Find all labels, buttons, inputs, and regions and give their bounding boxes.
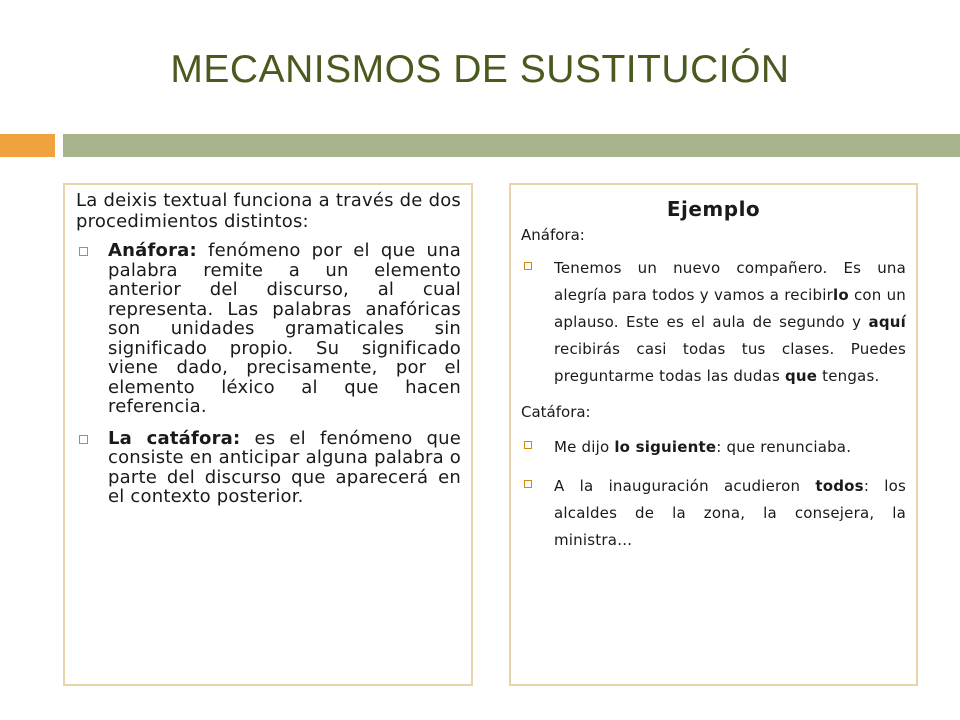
anafora-description: fenómeno por el que una palabra remite a un elemento anterior del discurso, al cual representa. Las palabras anafóricas son unidades gramaticales sin significado propio. Su significado viene dado, precisamente, por el elemento léxico al que hacen referencia. bbox=[108, 240, 461, 417]
slide-title: MECANISMOS DE SUSTITUCIÓN bbox=[170, 48, 790, 91]
anafora-example-text bbox=[554, 255, 906, 390]
catafora-example-item bbox=[521, 434, 906, 461]
anafora-example-item bbox=[521, 255, 906, 390]
anafora-label: Anáfora: bbox=[521, 226, 585, 244]
square-bullet-icon bbox=[524, 480, 532, 488]
example-text: Tenemos un nuevo compañero. Es una alegría para todos y vamos a recibir bbox=[554, 259, 906, 304]
orange-accent-bar bbox=[0, 134, 55, 157]
intro-text: La deixis textual funciona a través de dos procedimientos distintos: bbox=[76, 190, 461, 232]
square-bullet-icon bbox=[79, 435, 88, 444]
example-text: con un aplauso. Este es el aula de segundo y bbox=[554, 286, 906, 331]
example-text: Me dijo bbox=[554, 438, 615, 456]
term-catafora: La catáfora: bbox=[108, 427, 241, 449]
highlighted-word: todos bbox=[815, 477, 864, 495]
highlighted-word: lo bbox=[832, 286, 849, 304]
example-text: : los alcaldes de la zona, la consejera, la ministra… bbox=[554, 477, 906, 549]
catafora-example-text bbox=[554, 473, 906, 554]
catafora-label: Catáfora: bbox=[521, 403, 591, 421]
square-bullet-icon bbox=[524, 262, 532, 270]
highlighted-word: lo siguiente bbox=[614, 438, 717, 456]
anafora-definition bbox=[108, 241, 461, 417]
catafora-description: es el fenómeno que consiste en anticipar alguna palabra o parte del discurso que aparecerá en el contexto posterior. bbox=[108, 427, 461, 507]
square-bullet-icon bbox=[79, 247, 88, 256]
catafora-example-item bbox=[521, 473, 906, 554]
example-box bbox=[509, 183, 918, 686]
example-text: A la inauguración acudieron bbox=[554, 477, 816, 495]
catafora-definition bbox=[108, 429, 461, 507]
example-text: recibirás casi todas tus clases. Puedes preguntarme todas las dudas bbox=[554, 340, 906, 385]
example-text: tengas. bbox=[817, 367, 880, 385]
list-item-anafora bbox=[76, 241, 461, 417]
example-title: Ejemplo bbox=[666, 197, 761, 221]
example-text: : que renunciaba. bbox=[716, 438, 852, 456]
definition-box bbox=[63, 183, 473, 686]
highlighted-word: aquí bbox=[868, 313, 906, 331]
list-item-catafora bbox=[76, 429, 461, 507]
highlighted-word: que bbox=[784, 367, 818, 385]
square-bullet-icon bbox=[524, 441, 532, 449]
green-accent-bar bbox=[63, 134, 960, 157]
term-anafora: Anáfora: bbox=[108, 240, 197, 261]
catafora-example-text bbox=[554, 434, 906, 461]
